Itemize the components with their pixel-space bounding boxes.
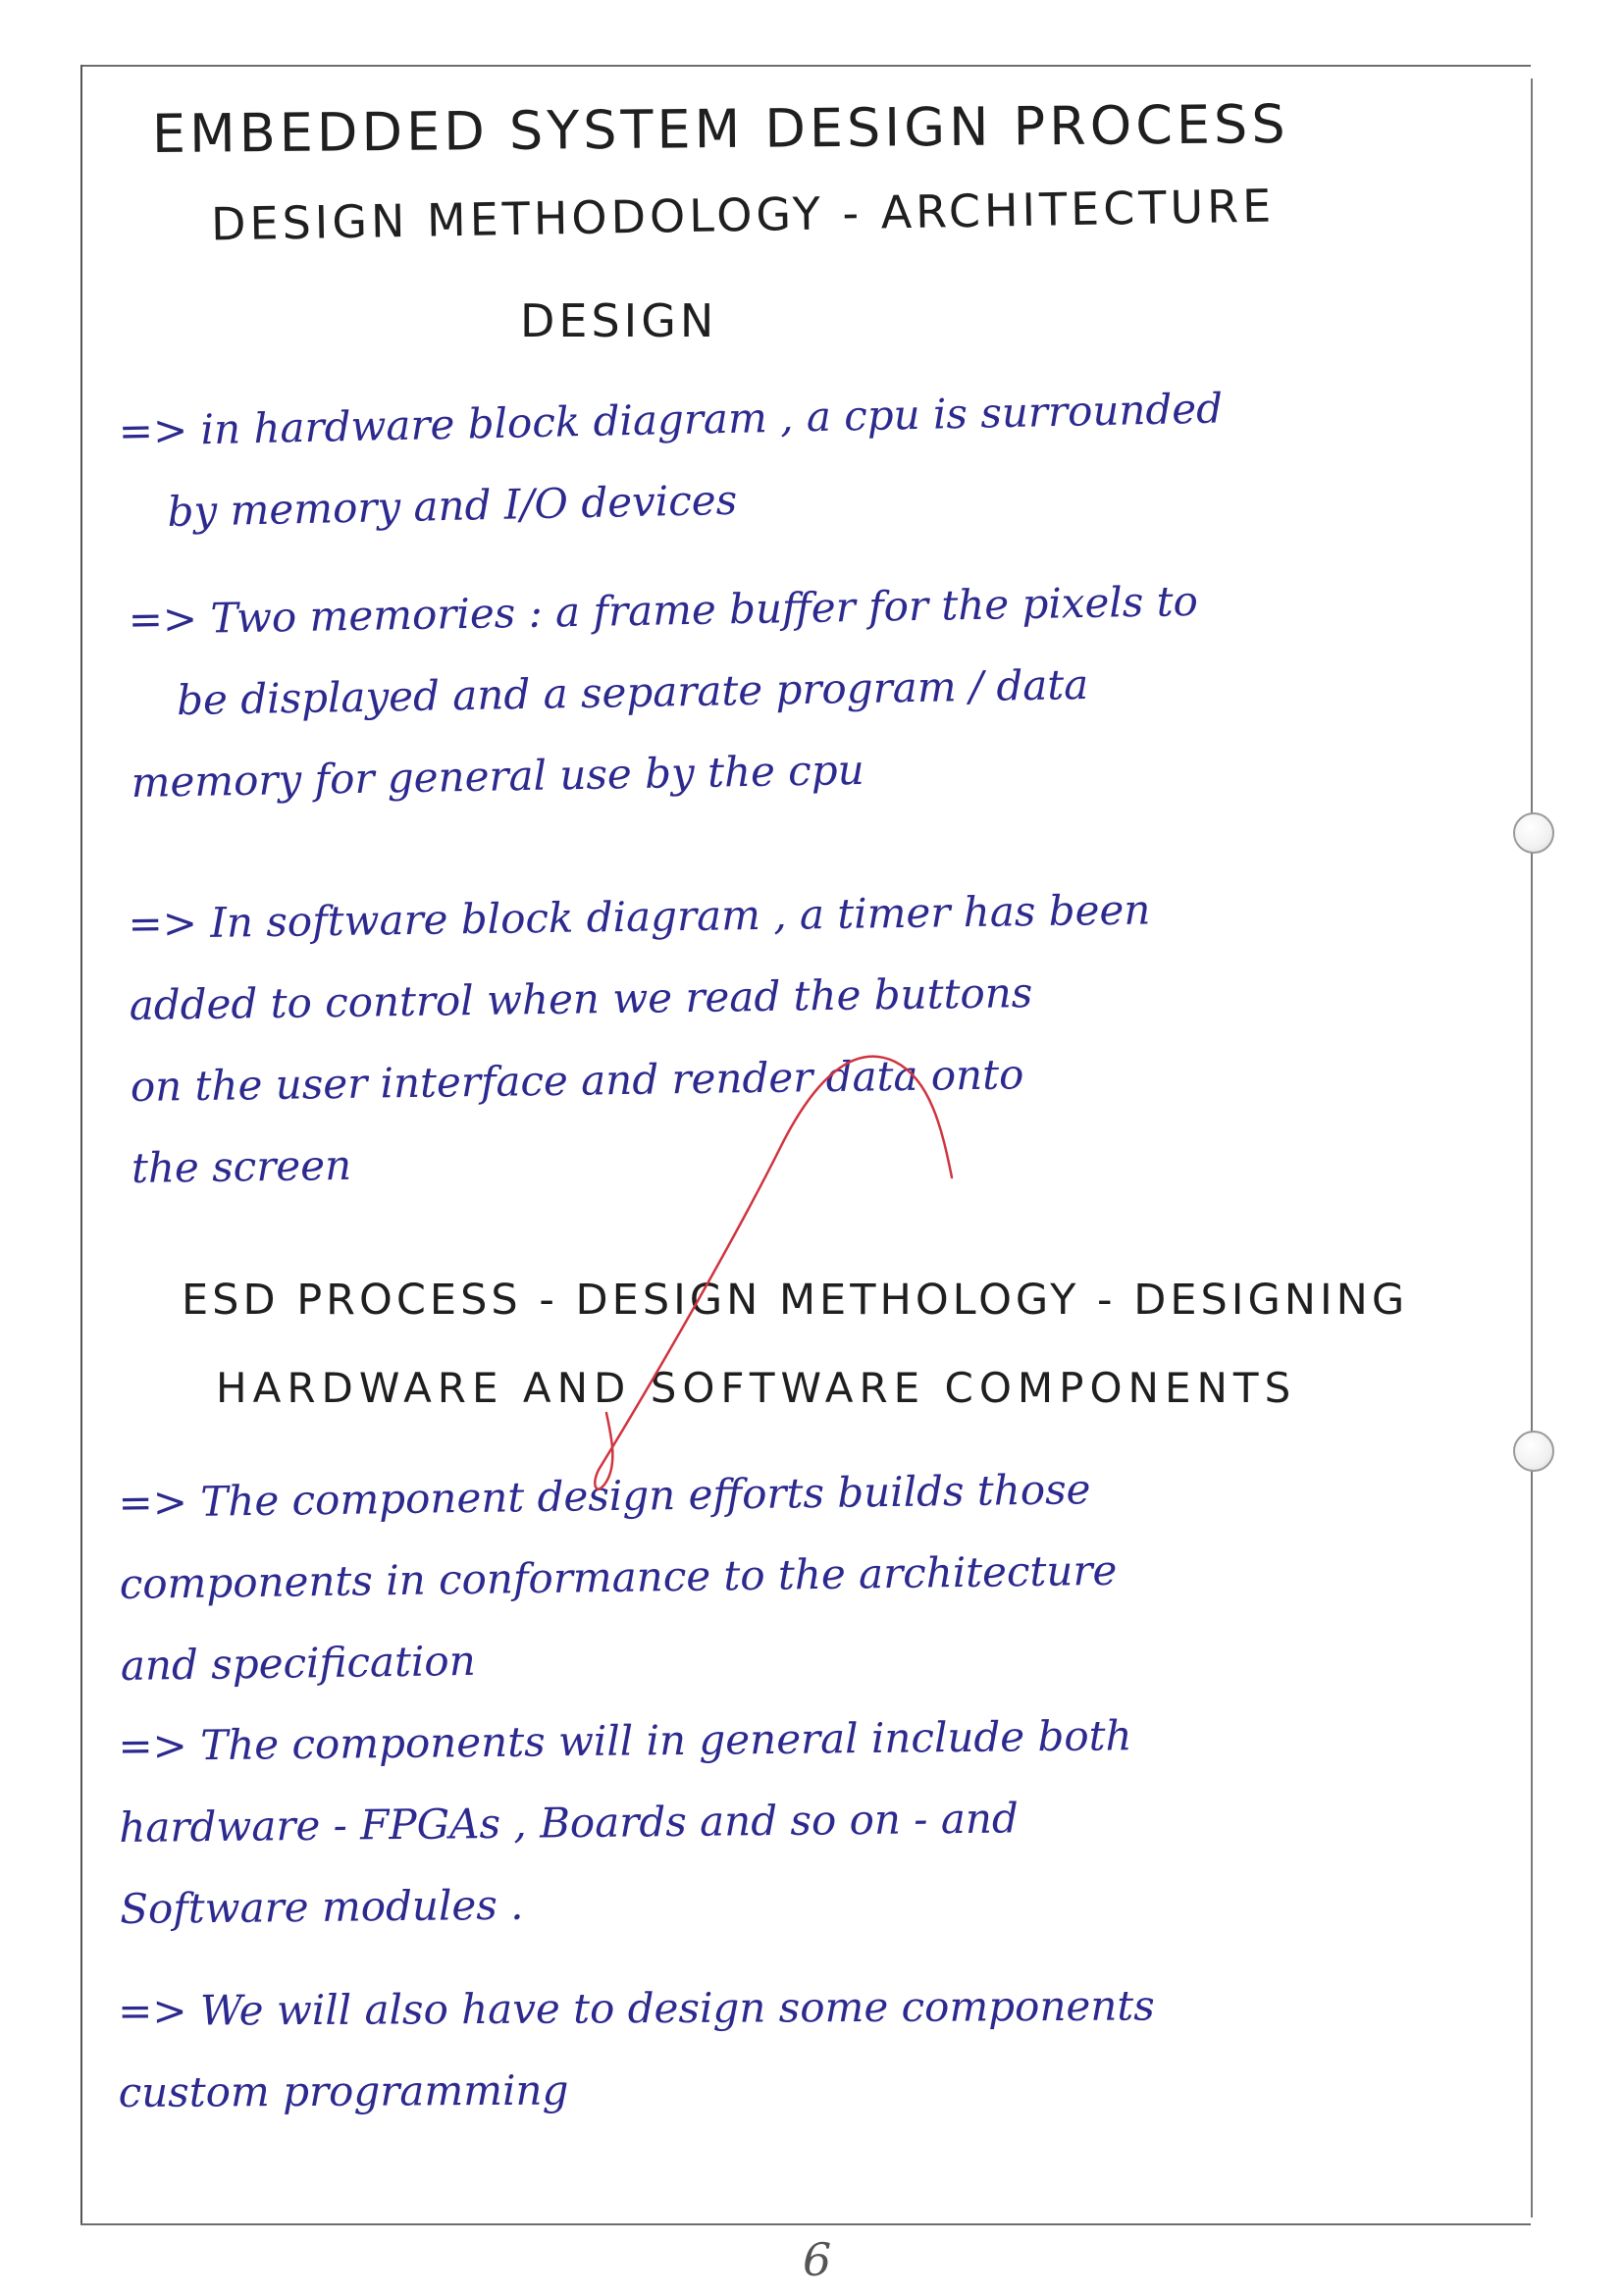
red-correction-mark bbox=[550, 1020, 981, 1511]
page-subtitle: DESIGN METHODOLOGY - ARCHITECTURE bbox=[210, 179, 1276, 251]
note-components-include bbox=[118, 1695, 1134, 1950]
page-subtitle-continued: DESIGN bbox=[520, 294, 718, 347]
note-line: on the user interface and render data onto bbox=[130, 1050, 1024, 1111]
note-line: added to control when we read the buttons bbox=[129, 968, 1033, 1029]
note-line: custom programming bbox=[118, 2065, 569, 2116]
punch-hole-lower bbox=[1513, 1431, 1554, 1472]
note-two-memories bbox=[128, 560, 1201, 823]
note-line: and specification bbox=[120, 1636, 477, 1690]
punch-hole-upper bbox=[1513, 812, 1554, 854]
note-line: => We will also have to design some components bbox=[118, 1981, 1155, 2035]
note-line: => The components will in general include both bbox=[118, 1711, 1132, 1770]
note-line: => The component design efforts builds those bbox=[118, 1465, 1091, 1527]
section-heading: ESD PROCESS - DESIGN METHOLOGY - DESIGNING bbox=[182, 1276, 1409, 1325]
page-number: 6 bbox=[803, 2233, 832, 2286]
note-line: hardware - FPGAs , Boards and so on - and bbox=[119, 1794, 1020, 1852]
note-line: by memory and I/O devices bbox=[167, 475, 738, 536]
note-line: => in hardware block diagram , a cpu is surrounded bbox=[118, 384, 1224, 455]
note-line: be displayed and a separate program / data bbox=[176, 659, 1089, 725]
red-check-stroke bbox=[595, 1057, 952, 1489]
page-border-top bbox=[80, 65, 1531, 67]
note-line: Software modules . bbox=[119, 1880, 524, 1933]
page-border-left bbox=[80, 65, 82, 2225]
note-line: components in conformance to the architecture bbox=[119, 1545, 1118, 1608]
note-line: => In software block diagram , a timer has been bbox=[128, 885, 1151, 948]
note-custom-programming bbox=[118, 1964, 1155, 2133]
page-title: EMBEDDED SYSTEM DESIGN PROCESS bbox=[151, 92, 1289, 166]
section-heading-continued: HARDWARE AND SOFTWARE COMPONENTS bbox=[216, 1364, 1297, 1412]
page-border-bottom bbox=[80, 2223, 1531, 2225]
note-line: => Two memories : a frame buffer for the pixels to bbox=[128, 576, 1199, 644]
note-hardware-block-diagram bbox=[118, 367, 1226, 553]
note-line: memory for general use by the cpu bbox=[131, 745, 865, 807]
note-line: the screen bbox=[131, 1140, 352, 1192]
page-border-right bbox=[1531, 78, 1533, 2218]
